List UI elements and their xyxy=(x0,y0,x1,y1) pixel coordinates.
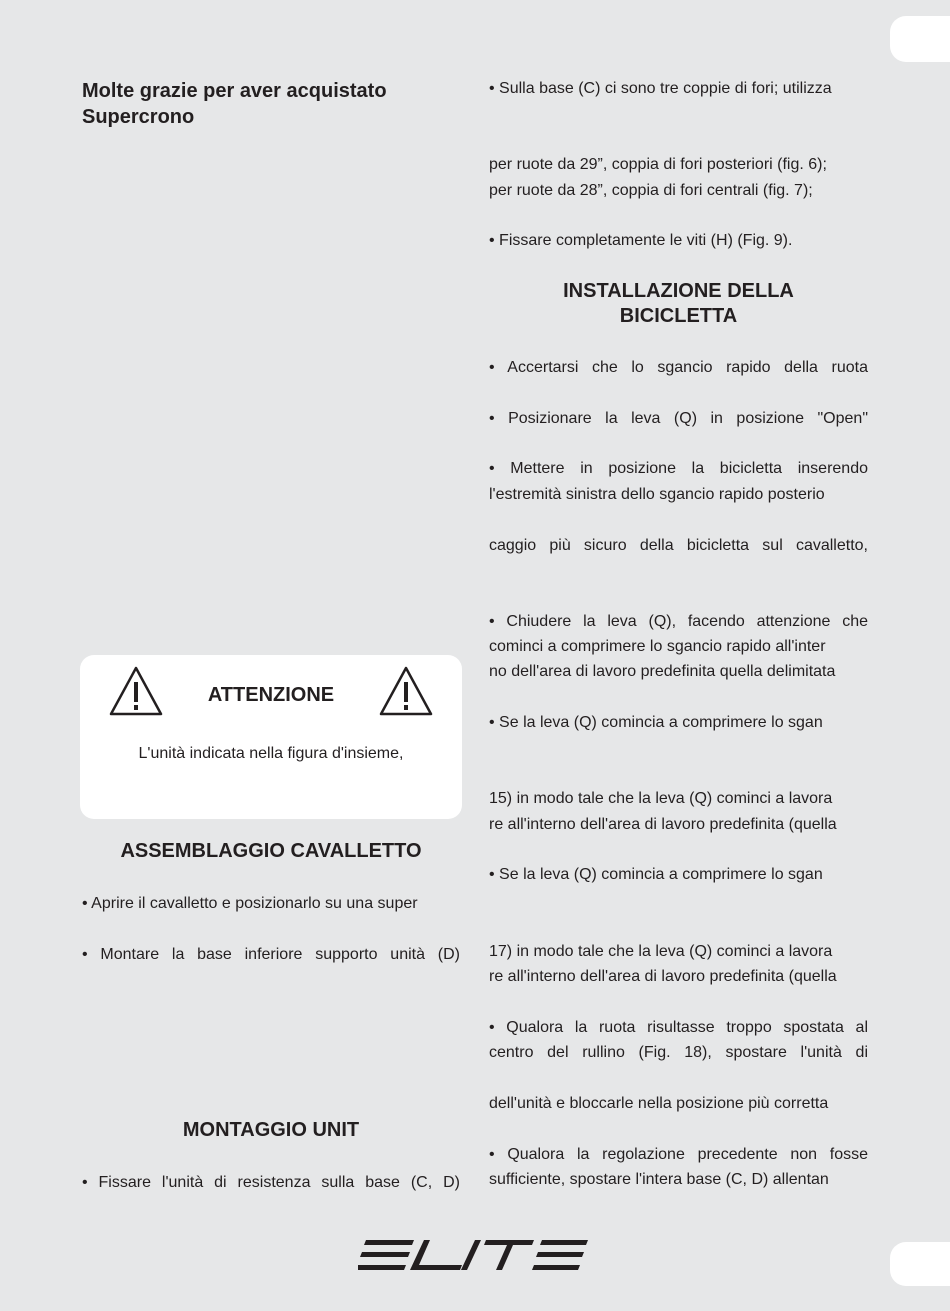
install-p1: • Accertarsi che lo sgancio rapido della ruota xyxy=(489,359,868,376)
install-p11: dell'unità e bloccarle nella posizione più corretta xyxy=(489,1095,829,1112)
intro-title xyxy=(82,78,387,130)
install-p4: caggio più sicuro della bicicletta sul cavalletto, xyxy=(489,537,868,554)
assembly-bullet-1: • Aprire il cavalletto e posizionarlo su una super xyxy=(82,895,418,912)
install-p6: • Se la leva (Q) comincia a comprimere lo sgan xyxy=(489,714,823,731)
page-tab-bottom xyxy=(890,1242,950,1286)
install-p7-line2: re all'interno dell'area di lavoro predefinita (quella xyxy=(489,816,837,833)
install-p5-line1: • Chiudere la leva (Q), facendo attenzione che xyxy=(489,613,868,630)
warning-text: L'unità indicata nella figura d'insieme, xyxy=(138,745,404,762)
install-p5-line3: no dell'area di lavoro predefinita quella delimitata xyxy=(489,663,836,680)
install-p2: • Posizionare la leva (Q) in posizione "Open" xyxy=(489,410,868,427)
install-p9-line1: 17) in modo tale che la leva (Q) cominci a lavora xyxy=(489,943,833,960)
install-p3-line1: • Mettere in posizione la bicicletta inserendo xyxy=(489,460,868,477)
base-line-2: per ruote da 29”, coppia di fori posteriori (fig. 6); xyxy=(489,156,827,173)
install-p9-line2: re all'interno dell'area di lavoro predefinita (quella xyxy=(489,968,837,985)
install-p12-line1: • Qualora la regolazione precedente non fosse xyxy=(489,1146,868,1163)
warning-box xyxy=(80,655,462,819)
page-tab-top xyxy=(890,16,950,62)
install-title xyxy=(489,279,868,329)
elite-logo-icon xyxy=(358,1238,588,1272)
assembly-bullet-2: • Montare la base inferiore supporto unità (D) xyxy=(82,946,460,963)
warning-title: ATTENZIONE xyxy=(207,684,335,706)
assembly-title: ASSEMBLAGGIO CAVALLETTO xyxy=(120,840,422,862)
intro-title-line1: Molte grazie per aver acquistato xyxy=(82,80,387,102)
base-bullet-1: • Sulla base (C) ci sono tre coppie di fori; utilizza xyxy=(489,80,832,97)
install-p12-line2: sufficiente, spostare l'intera base (C, D) allentan xyxy=(489,1171,829,1188)
install-title-line1: INSTALLAZIONE DELLA xyxy=(563,280,794,302)
install-p7-line1: 15) in modo tale che la leva (Q) cominci a lavora xyxy=(489,790,833,807)
unit-bullet-1: • Fissare l'unità di resistenza sulla base (C, D) xyxy=(82,1174,460,1191)
unit-title: MONTAGGIO UNIT xyxy=(182,1119,360,1141)
base-bullet-2: • Fissare completamente le viti (H) (Fig. 9). xyxy=(489,232,793,249)
install-p5-line2: cominci a comprimere lo sgancio rapido all'inter xyxy=(489,638,826,655)
install-p10-line2: centro del rullino (Fig. 18), spostare l'unità di xyxy=(489,1044,868,1061)
install-p3-line2: l'estremità sinistra dello sgancio rapido posterio xyxy=(489,486,825,503)
install-p10-line1: • Qualora la ruota risultasse troppo spostata al xyxy=(489,1019,868,1036)
intro-title-line2: Supercrono xyxy=(82,106,195,128)
install-title-line2: BICICLETTA xyxy=(619,305,738,327)
install-p8: • Se la leva (Q) comincia a comprimere lo sgan xyxy=(489,866,823,883)
base-line-3: per ruote da 28”, coppia di fori centrali (fig. 7); xyxy=(489,182,813,199)
warning-triangle-icon xyxy=(378,665,434,717)
